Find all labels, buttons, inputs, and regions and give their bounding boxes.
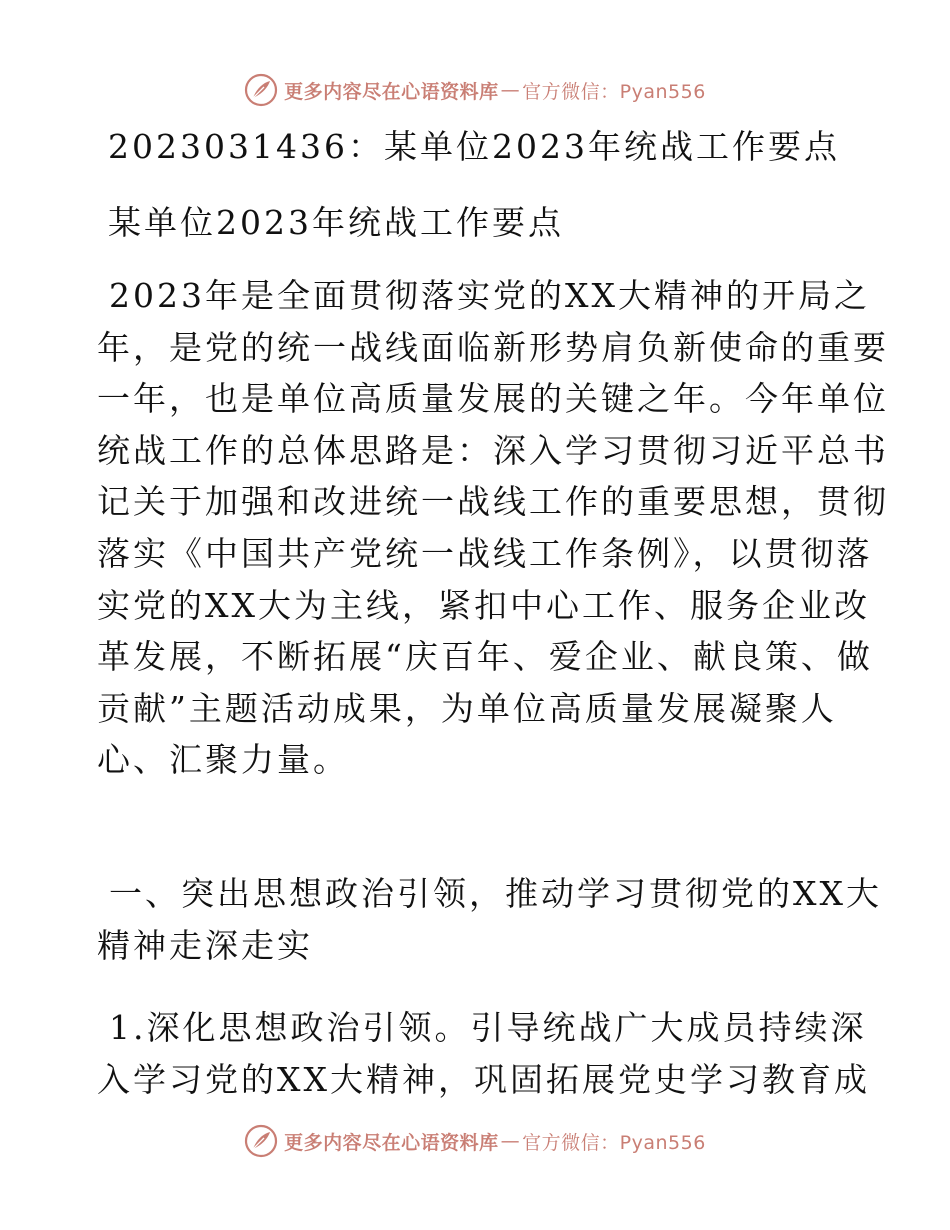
section-heading-line: 一、突出思想政治引领，推动学习贯彻党的XX大 — [109, 874, 882, 913]
intro-line: 记关于加强和改进统一战线工作的重要思想，贯彻 — [97, 482, 889, 522]
intro-line: 年，是党的统一战线面临新形势肩负新使命的重要 — [97, 327, 889, 367]
footer-watermark — [0, 1121, 950, 1161]
intro-line: 实党的XX大为主线，紧扣中心工作、服务企业改 — [97, 585, 870, 625]
intro-line: 心、汇聚力量。 — [97, 740, 349, 780]
intro-line: 统战工作的总体思路是：深入学习贯彻习近平总书 — [97, 430, 889, 470]
watermark-dash: — — [500, 1130, 521, 1152]
item-paragraph — [97, 1002, 870, 1105]
section-heading — [97, 868, 882, 971]
watermark-wechat-text: 官方微信：Pyan556 — [522, 1131, 706, 1154]
item-line: 1.深化思想政治引领。引导统战广大成员持续深 — [109, 1008, 867, 1047]
watermark-dash: — — [500, 79, 521, 101]
intro-line: 一年，也是单位高质量发展的关键之年。今年单位 — [97, 379, 889, 419]
section-heading-line: 精神走深走实 — [97, 925, 313, 965]
watermark-site-text: 更多内容尽在心语资料库 — [284, 1131, 499, 1154]
item-line: 入学习党的XX大精神，巩固拓展党史学习教育成 — [97, 1059, 870, 1099]
intro-line: 贡献”主题活动成果，为单位高质量发展凝聚人 — [97, 688, 837, 728]
intro-line: 革发展，不断拓展“庆百年、爱企业、献良策、做 — [97, 637, 873, 677]
header-watermark — [0, 70, 950, 110]
intro-paragraph — [97, 270, 889, 786]
document-subtitle: 某单位2023年统战工作要点 — [108, 203, 564, 242]
intro-line: 2023年是全面贯彻落实党的XX大精神的开局之 — [109, 276, 870, 315]
watermark-site-text: 更多内容尽在心语资料库 — [284, 80, 499, 103]
feather-pen-icon — [244, 1124, 278, 1158]
feather-pen-icon — [244, 73, 278, 107]
watermark-wechat-text: 官方微信：Pyan556 — [522, 80, 706, 103]
document-title: 2023031436：某单位2023年统战工作要点 — [108, 127, 840, 166]
intro-line: 落实《中国共产党统一战线工作条例》，以贯彻落 — [97, 533, 873, 573]
